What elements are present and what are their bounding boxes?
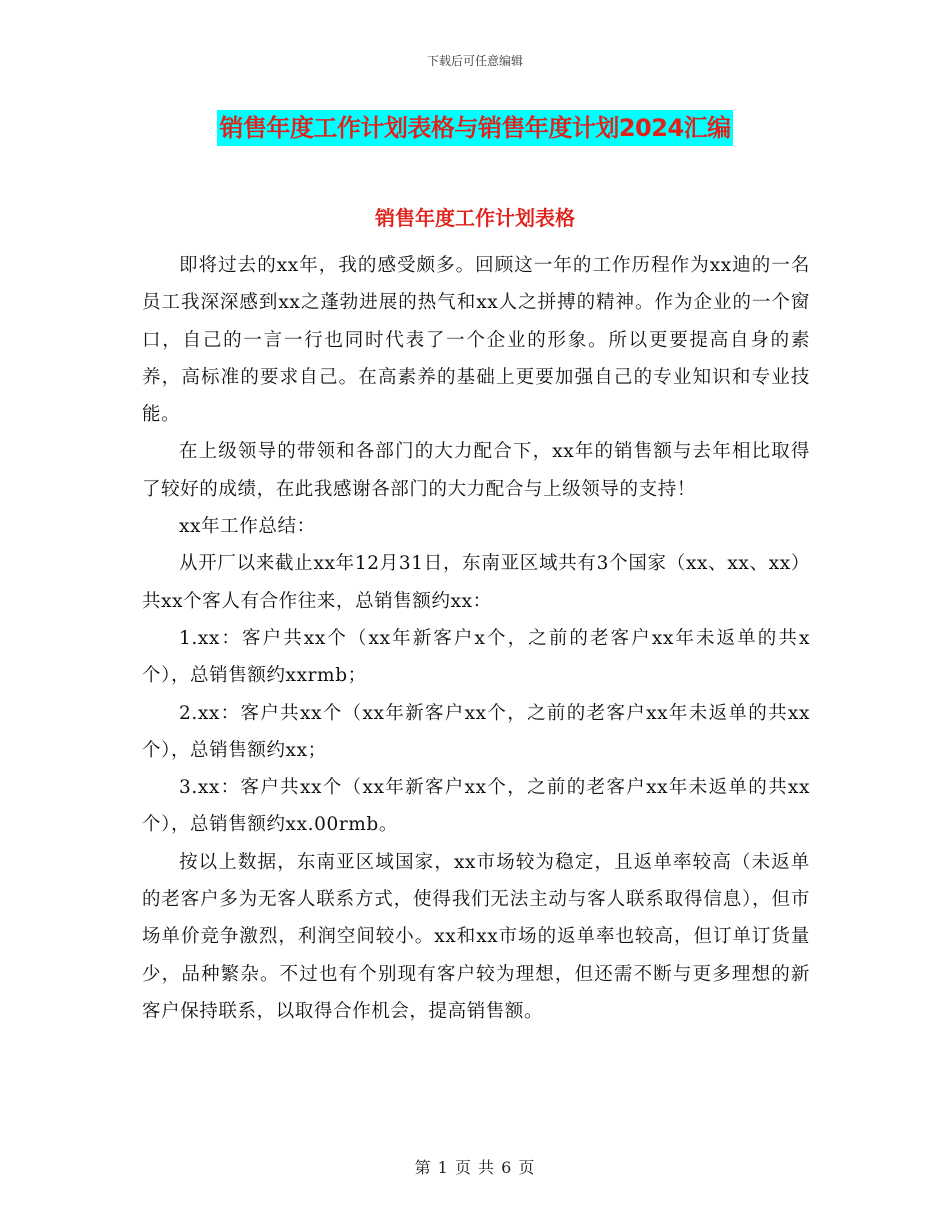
page-header-note: 下载后可任意编辑 bbox=[426, 54, 523, 68]
document-title-container bbox=[0, 110, 950, 146]
paragraph: 2.xx：客户共xx个（xx年新客户xx个，之前的老客户xx年未返单的共xx个），总销售额约xx； bbox=[142, 702, 810, 761]
paragraph: 3.xx：客户共xx个（xx年新客户xx个，之前的老客户xx年未返单的共xx个），总销售额约xx.00rmb。 bbox=[142, 777, 810, 836]
paragraph: 按以上数据，东南亚区域国家，xx市场较为稳定，且返单率较高（未返单的老客户多为无客人联系方式，使得我们无法主动与客人联系取得信息），但市场单价竞争激烈，利润空间较小。xx和xx市场的返单率也较高，但订单订货量少，品种繁杂。不过也有个别现有客户较为理想，但还需不断与更多理想的新客户保持联系，以取得合作机会，提高销售额。 bbox=[142, 851, 810, 1022]
page-number: 第 1 页 共 6 页 bbox=[414, 1158, 536, 1177]
document-body bbox=[142, 247, 810, 1030]
paragraph: xx年工作总结： bbox=[179, 516, 316, 538]
paragraph: 在上级领导的带领和各部门的大力配合下，xx年的销售额与去年相比取得了较好的成绩，在此我感谢各部门的大力配合与上级领导的支持！ bbox=[142, 441, 810, 500]
paragraph: 从开厂以来截止xx年12月31日，东南亚区域共有3个国家（xx、xx、xx）共xx个客人有合作往来，总销售额约xx： bbox=[142, 553, 810, 612]
paragraph: 即将过去的xx年，我的感受颇多。回顾这一年的工作历程作为xx迪的一名员工我深深感到xx之蓬勃进展的热气和xx人之拼搏的精神。作为企业的一个窗口，自己的一言一行也同时代表了一个企业的形象。所以更要提高自身的素养，高标准的要求自己。在高素养的基础上更要加强自己的专业知识和专业技能。 bbox=[142, 255, 810, 426]
document-title: 销售年度工作计划表格与销售年度计划2024汇编 bbox=[217, 110, 732, 146]
paragraph: 1.xx：客户共xx个（xx年新客户x个，之前的老客户xx年未返单的共x个），总销售额约xxrmb； bbox=[142, 627, 810, 687]
section-title: 销售年度工作计划表格 bbox=[375, 206, 575, 230]
